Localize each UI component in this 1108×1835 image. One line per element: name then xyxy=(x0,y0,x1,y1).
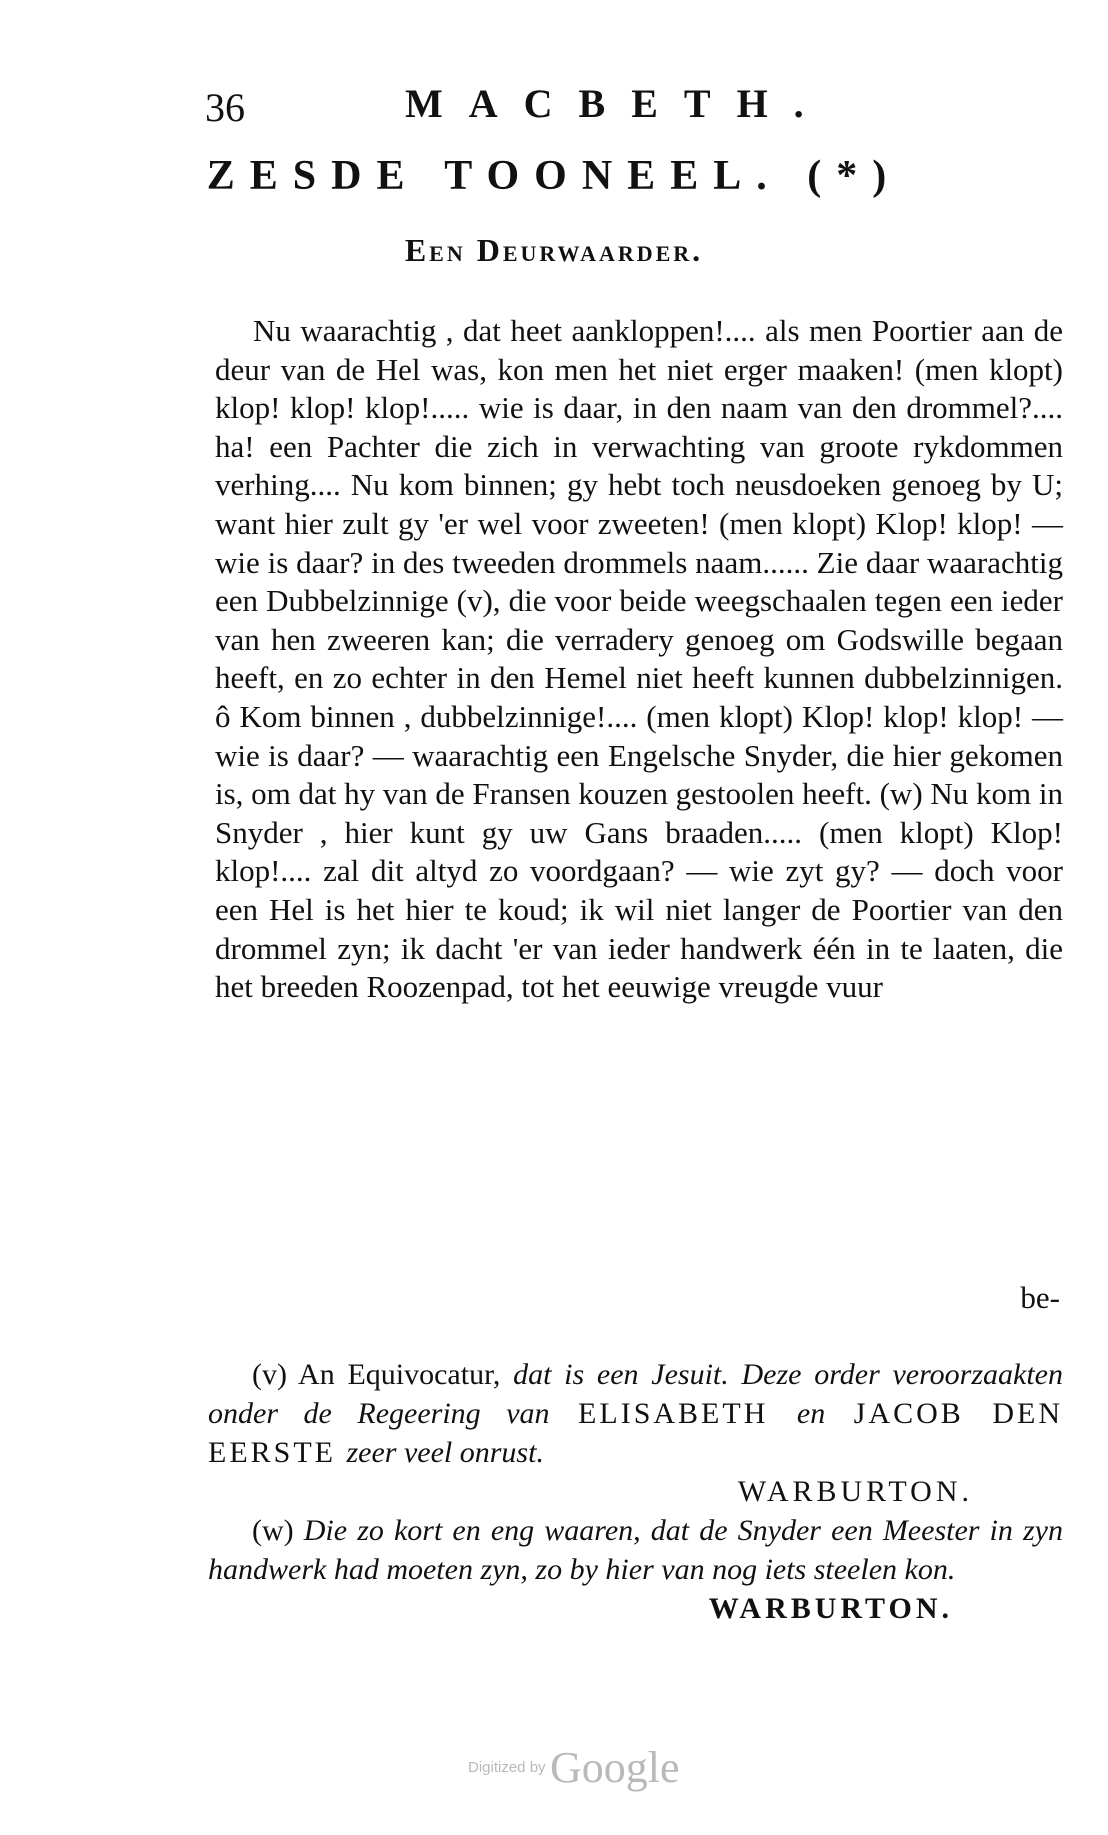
footnote-v-name-1: ELISABETH xyxy=(549,1397,797,1430)
running-head xyxy=(205,80,885,130)
footnote-v-name-2: JACOB DEN EERSTE xyxy=(208,1397,1063,1469)
footnote-v-italic-1: dat is een Jesuit. Deze order veroorzaakten onder de Regeering van xyxy=(208,1358,1063,1430)
footnote-w-italic: Die zo kort en eng waaren, dat de Snyder een Meester in zyn handwerk had moeten zyn, zo by hier van nog iets steelen kon. xyxy=(208,1514,1063,1586)
footnote-v-signature: WARBURTON. xyxy=(737,1475,973,1508)
footnote-v-plain: An Equivocatur, xyxy=(286,1358,514,1391)
digitized-watermark xyxy=(468,1742,680,1793)
watermark-small-text: Digitized by xyxy=(468,1759,546,1776)
catchword: be- xyxy=(1020,1280,1060,1315)
footnote-v-italic-3: zeer veel onrust. xyxy=(346,1436,544,1469)
running-title: MACBETH. xyxy=(405,81,830,126)
footnote-v xyxy=(208,1355,1063,1511)
page-number: 36 xyxy=(205,85,245,130)
scene-title: ZESDE TOONEEL. (*) xyxy=(206,153,902,199)
speaker-heading: Een Deurwaarder. xyxy=(404,232,704,268)
footnote-w-marker: (w) xyxy=(252,1514,294,1547)
footnote-v-italic-2: en xyxy=(796,1397,826,1430)
footnotes xyxy=(208,1355,1063,1628)
main-text xyxy=(215,312,1063,1007)
watermark-logo-text: Google xyxy=(550,1743,680,1792)
footnote-v-marker: (v) xyxy=(252,1358,287,1391)
main-paragraph: Nu waarachtig , dat heet aankloppen!.... als men Poortier aan de deur van de Hel was, kon men het niet erger maaken! (men klopt) klop! klop! klop!..... wie is daar, in den naam van den drommel?.... ha! een Pachter die zich in verwachting van groote rykdommen verhing.... Nu kom binnen; gy hebt toch neusdoeken genoeg by U; want hier zult gy 'er wel voor zweeten! (men klopt) Klop! klop! — wie is daar? in des tweeden drommels naam...... Zie daar waarachtig een Dubbelzinnige (v), die voor beide weegschaalen tegen een ieder van hen zweeren kan; die verradery genoeg om Godswille begaan heeft, en zo echter in den Hemel niet heeft kunnen dubbelzinnigen. ô Kom binnen , dubbelzinnige!.... (men klopt) Klop! klop! klop! — wie is daar? — waarachtig een Engelsche Snyder, die hier gekomen is, om dat hy van de Fransen kouzen gestoolen heeft. (w) Nu kom in Snyder , hier kunt gy uw Gans braaden..... (men klopt) Klop! klop!.... zal dit altyd zo voordgaan? — wie zyt gy? — doch voor een Hel is het hier te koud; ik wil niet langer de Poortier van den drommel zyn; ik dacht 'er van ieder handwerk één in te laaten, die het breeden Roozenpad, tot het eeuwige vreugde vuur xyxy=(215,313,1064,1005)
footnote-w xyxy=(208,1511,1063,1628)
footnote-w-signature: WARBURTON. xyxy=(708,1592,953,1625)
